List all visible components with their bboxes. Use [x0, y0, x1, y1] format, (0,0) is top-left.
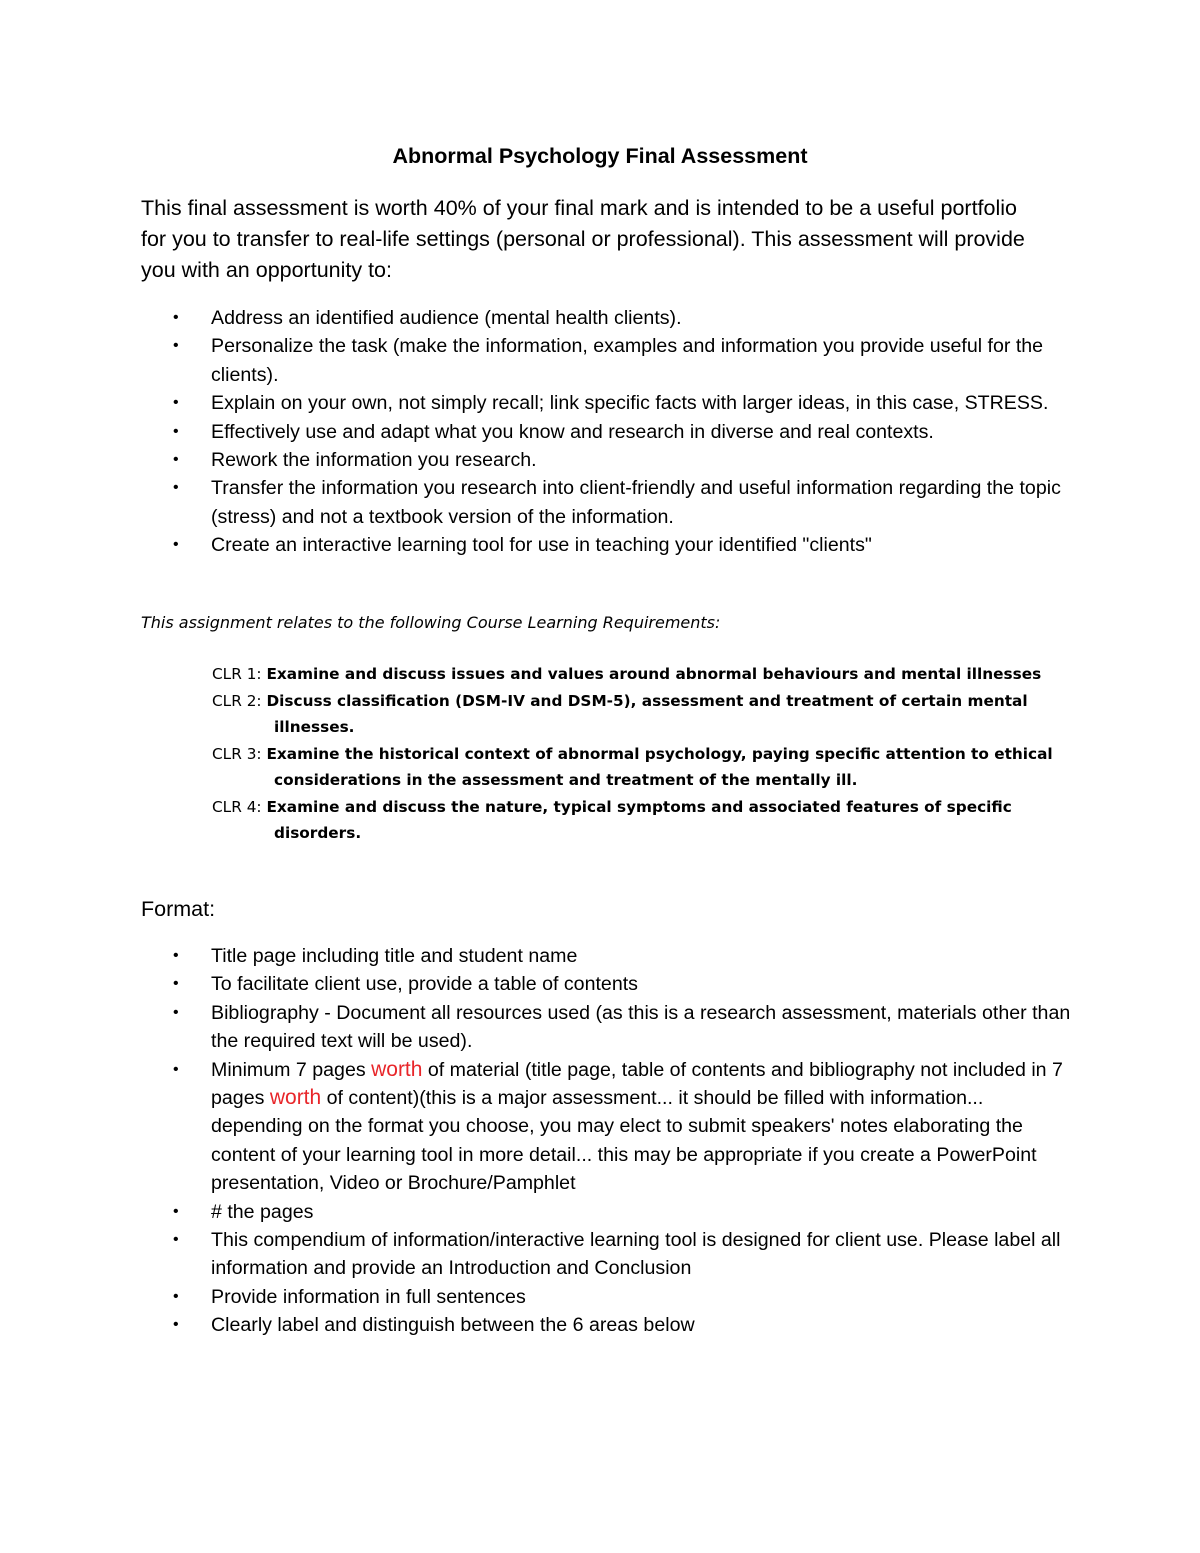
intro-text: This final assessment is worth 40% of your final mark and is intended to be a useful portfolio for you to transfer to real-life settings (personal or professional). This assessment will provide you with an opportunity to:: [141, 196, 1025, 282]
bullet-icon: •: [173, 1060, 179, 1078]
clr-list: [212, 661, 1072, 847]
bullet-icon: •: [173, 1287, 179, 1305]
objectives-list: [141, 304, 1071, 560]
list-item: [141, 304, 1071, 332]
bullet-icon: •: [173, 536, 179, 554]
format-heading: Format:: [141, 897, 216, 921]
bullet-icon: •: [173, 1003, 179, 1021]
pages-item-part: of material (title page, table of contents and bibliography not included in 7 pages: [211, 1058, 1063, 1110]
bullet-icon: •: [173, 451, 179, 469]
bullet-icon: •: [173, 947, 179, 964]
list-item-text: Explain on your own, not simply recall; link specific facts with larger ideas, in this case, STRESS.: [211, 392, 1049, 415]
pages-item-part: of content)(this is a major assessment... it should be filled with information... depending on the format you choose, you may elect to submit speakers' notes elaborating the content of your learning tool in more detail... this may be appropriate if you create a PowerPoint presentation, Video or Brochure/Pamphlet: [211, 1087, 1037, 1195]
list-item-text: Transfer the information you research into client-friendly and useful information regarding the topic (stress) and not a textbook version of the information.: [211, 477, 1061, 528]
list-item-text: Title page including title and student name: [211, 945, 578, 967]
list-item-text: Address an identified audience (mental health clients).: [211, 307, 682, 329]
list-item: [141, 942, 1071, 970]
list-item-text: Rework the information you research.: [211, 449, 537, 472]
clr-item: [212, 688, 1072, 741]
list-item: [141, 1283, 1071, 1311]
clr-item: [212, 741, 1072, 794]
clr-item: [212, 661, 1072, 688]
bullet-icon: •: [173, 1316, 179, 1334]
bullet-icon: •: [173, 422, 179, 440]
clr-label: CLR 4:: [212, 797, 262, 816]
list-item-text: Provide information in full sentences: [211, 1285, 526, 1308]
bullet-icon: •: [173, 975, 179, 993]
bullet-icon: •: [173, 394, 179, 412]
clr-text: Discuss classification (DSM-IV and DSM-5), assessment and treatment of certain mental illnesses.: [266, 691, 1028, 736]
list-item-text: To facilitate client use, provide a table of contents: [211, 973, 638, 996]
list-item: [141, 531, 1071, 559]
highlight-word: worth: [269, 1086, 322, 1110]
list-item-text: Personalize the task (make the information, examples and information you provide useful for the clients).: [211, 335, 1044, 386]
list-item-text: Effectively use and adapt what you know and research in diverse and real contexts.: [211, 420, 934, 443]
clr-text: Examine and discuss issues and values around abnormal behaviours and mental illnesses: [266, 665, 1042, 683]
list-item: [141, 1311, 1071, 1339]
document-title: Abnormal Psychology Final Assessment: [392, 144, 808, 168]
list-item: [141, 1056, 1071, 1198]
list-item-text: Clearly label and distinguish between the 6 areas below: [211, 1314, 695, 1337]
clr-text: Examine and discuss the nature, typical symptoms and associated features of specific disorders.: [266, 797, 1012, 842]
list-item-text: # the pages: [211, 1200, 314, 1223]
bullet-icon: •: [173, 1202, 179, 1220]
list-item-text: This compendium of information/interactive learning tool is designed for client use. Please label all information and provide an Introduction and Conclusion: [211, 1229, 1061, 1280]
list-item: [141, 1226, 1071, 1283]
intro-paragraph: [141, 193, 1041, 286]
list-item: [141, 1198, 1071, 1226]
clr-label: CLR 1:: [212, 665, 262, 683]
list-item: [141, 999, 1071, 1056]
format-list: [141, 942, 1071, 1340]
bullet-icon: •: [173, 337, 179, 355]
highlight-word: worth: [371, 1057, 423, 1081]
clr-intro: This assignment relates to the following Course Learning Requirements:: [141, 613, 721, 632]
list-item: [141, 474, 1071, 531]
list-item: [141, 418, 1071, 446]
clr-label: CLR 2:: [212, 691, 262, 710]
clr-text: Examine the historical context of abnormal psychology, paying specific attention to ethical considerations in the assessment and treatment of the mentally ill.: [266, 744, 1053, 789]
list-item: [141, 332, 1071, 389]
bullet-icon: •: [173, 479, 179, 497]
list-item: [141, 446, 1071, 474]
bullet-icon: •: [173, 1231, 179, 1249]
list-item-text: Create an interactive learning tool for use in teaching your identified "clients": [211, 534, 872, 557]
bullet-icon: •: [173, 309, 179, 326]
pages-item-text: [211, 1059, 1063, 1195]
list-item: [141, 389, 1071, 417]
clr-item: [212, 794, 1072, 847]
list-item: [141, 970, 1071, 998]
list-item-text: Bibliography - Document all resources used (as this is a research assessment, materials other than the required text will be used).: [211, 1001, 1071, 1053]
clr-label: CLR 3:: [212, 744, 262, 763]
pages-item-part: Minimum 7 pages: [211, 1058, 372, 1081]
